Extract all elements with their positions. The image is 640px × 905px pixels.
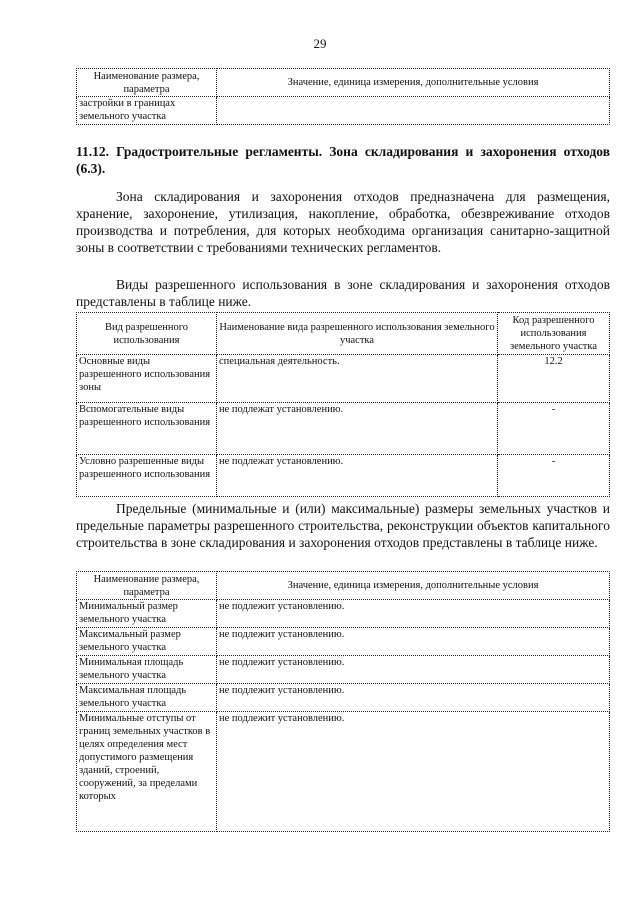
param-name-cell: Максимальная площадь земельного участка — [77, 684, 217, 712]
permitted-uses-table — [76, 312, 610, 497]
use-type-cell: Основные виды разрешенного использования зоны — [77, 355, 217, 403]
parameters-table — [76, 571, 610, 832]
use-type-cell: Вспомогательные виды разрешенного использования — [77, 403, 217, 455]
param-name-cell: застройки в границах земельного участка — [77, 97, 217, 125]
param-value-cell: не подлежит установлению. — [217, 684, 610, 712]
param-value-cell: не подлежит установлению. — [217, 656, 610, 684]
table-header-row — [77, 69, 610, 97]
param-value-cell — [217, 97, 610, 125]
use-code-cell: - — [498, 455, 610, 497]
table-row — [77, 628, 610, 656]
table-row — [77, 600, 610, 628]
use-type-cell: Условно разрешенные виды разрешенного использования — [77, 455, 217, 497]
use-code-cell: - — [498, 403, 610, 455]
param-name-cell: Минимальные отступы от границ земельных участков в целях определения мест допустимого размещения зданий, строений, сооружений, за пределами которых — [77, 712, 217, 832]
page-number: 29 — [313, 36, 327, 51]
param-value-cell: не подлежит установлению. — [217, 628, 610, 656]
param-name-cell: Максимальный размер земельного участка — [77, 628, 217, 656]
use-name-cell: специальная деятельность. — [217, 355, 498, 403]
param-value-cell: не подлежит установлению. — [217, 712, 610, 832]
param-name-cell: Минимальный размер земельного участка — [77, 600, 217, 628]
table-row — [77, 712, 610, 832]
paragraph-params-intro: Предельные (минимальные и (или) максимальные) размеры земельных участков и предельные параметры разрешенного строительства, реконструкции объектов капитального строительства в зоне складирования и захоронения отходов представлены в таблице ниже. — [76, 501, 610, 550]
paragraph-uses-intro: Виды разрешенного использования в зоне складирования и захоронения отходов представлены в таблице ниже. — [76, 277, 610, 309]
paragraph-zone-purpose: Зона складирования и захоронения отходов предназначена для размещения, хранение, захоронение, утилизация, накопление, обработка, обезвреживание отходов производства и потребления, для которых необходима организация санитарно-защитной зоны в соответствии с требованиями технических регламентов. — [76, 189, 610, 255]
header-cell: Значение, единица измерения, дополнительные условия — [217, 69, 610, 97]
use-name-cell: не подлежат установлению. — [217, 403, 498, 455]
header-cell: Наименование размера, параметра — [77, 572, 217, 600]
table-header-row — [77, 572, 610, 600]
table-row — [77, 355, 610, 403]
table-header-row — [77, 313, 610, 355]
table-row — [77, 656, 610, 684]
header-cell: Наименование вида разрешенного использования земельного участка — [217, 313, 498, 355]
header-cell: Вид разрешенного использования — [77, 313, 217, 355]
param-value-cell: не подлежит установлению. — [217, 600, 610, 628]
use-code-cell: 12.2 — [498, 355, 610, 403]
table-row — [77, 455, 610, 497]
header-cell: Код разрешенного использования земельного участка — [498, 313, 610, 355]
table-row — [77, 97, 610, 125]
table-row — [77, 684, 610, 712]
param-name-cell: Минимальная площадь земельного участка — [77, 656, 217, 684]
table-row — [77, 403, 610, 455]
section-heading: 11.12. Градостроительные регламенты. Зона складирования и захоронения отходов (6.3). — [76, 144, 610, 176]
use-name-cell: не подлежат установлению. — [217, 455, 498, 497]
header-cell: Значение, единица измерения, дополнительные условия — [217, 572, 610, 600]
continuation-table — [76, 68, 610, 125]
header-cell: Наименование размера, параметра — [77, 69, 217, 97]
